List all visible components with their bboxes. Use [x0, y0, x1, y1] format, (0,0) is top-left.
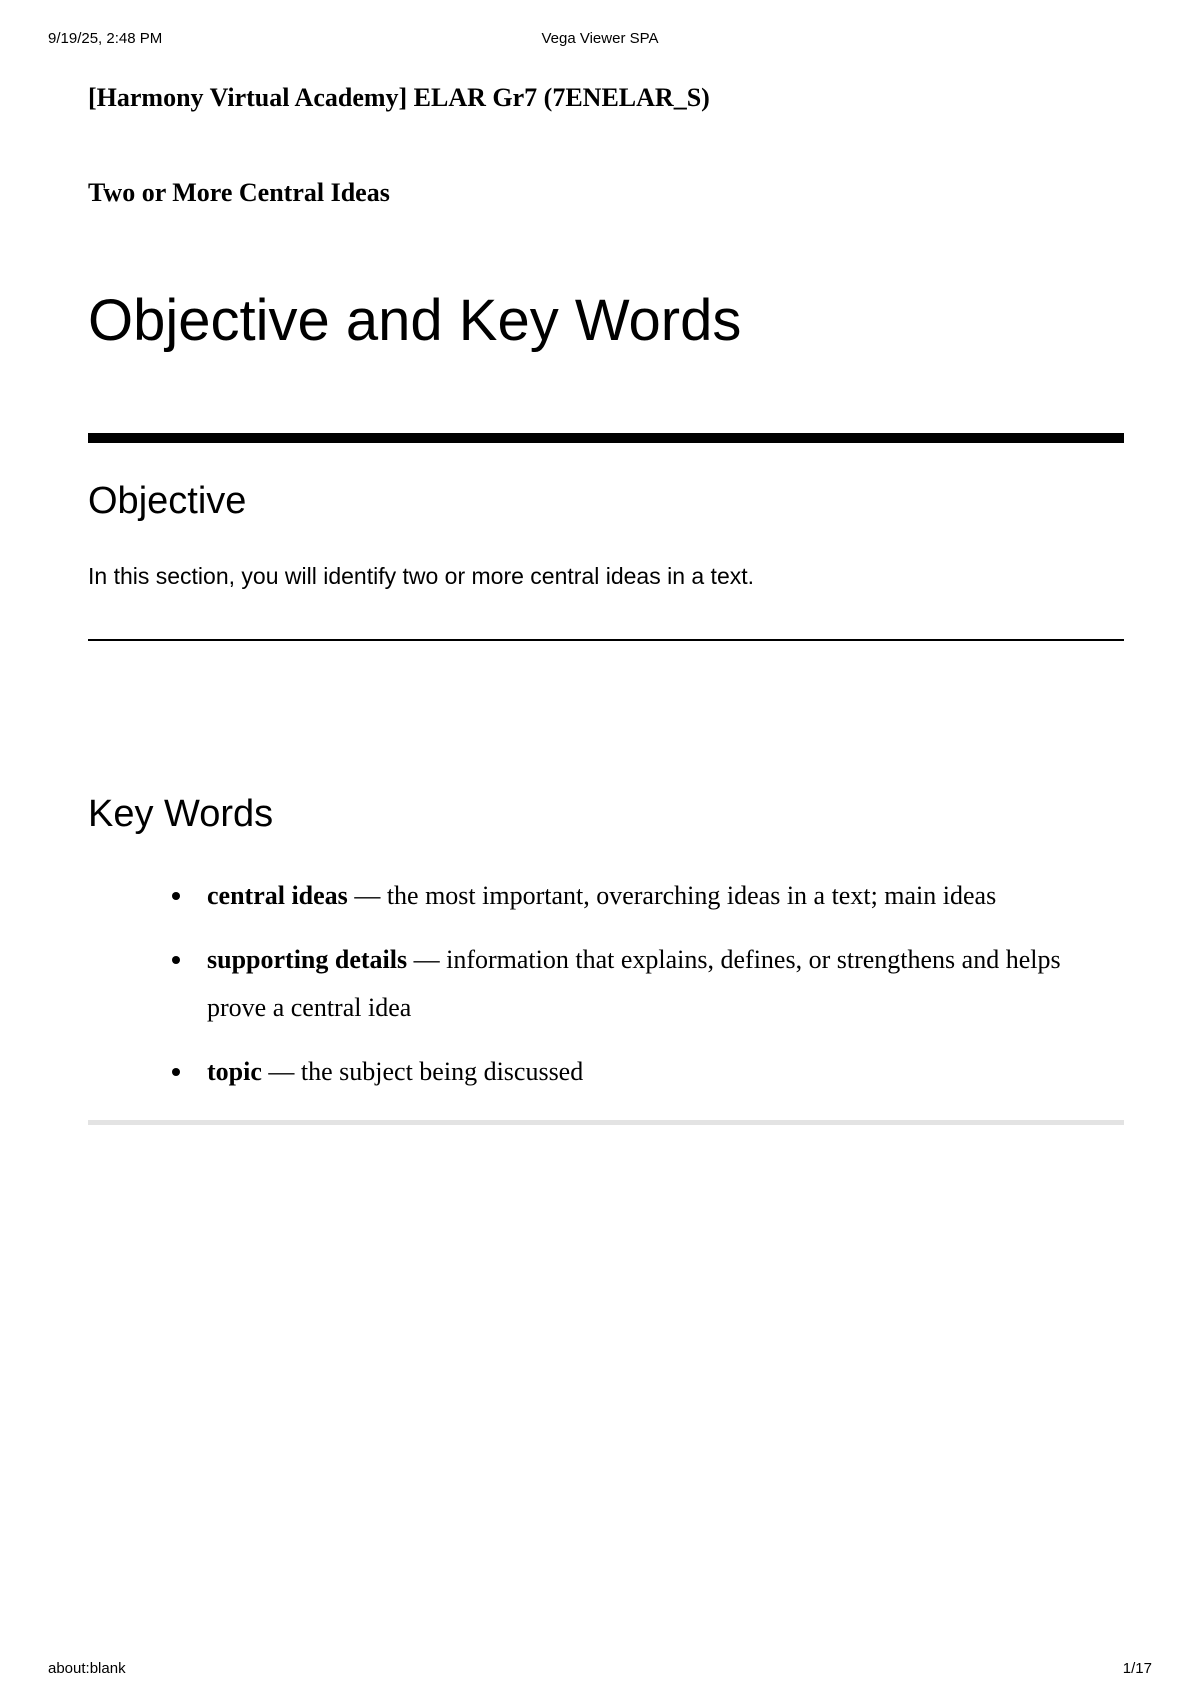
- lesson-title: Two or More Central Ideas: [88, 178, 390, 207]
- end-divider: [88, 1120, 1124, 1125]
- objective-heading: Objective: [88, 480, 247, 522]
- print-footer: [48, 1660, 1152, 1680]
- print-datetime: 9/19/25, 2:48 PM: [48, 30, 163, 47]
- print-page-number: 1/17: [1122, 1660, 1152, 1677]
- objective-text: In this section, you will identify two or more central ideas in a text.: [88, 563, 755, 589]
- key-word-term: supporting details: [207, 945, 408, 974]
- key-word-definition: — information that explains, defines, or strengthens and helps prove a central idea: [207, 945, 1061, 1022]
- key-words-list: [88, 872, 1124, 1112]
- page-heading: Objective and Key Words: [88, 288, 742, 353]
- print-url: about:blank: [48, 1660, 126, 1677]
- key-word-item: [88, 872, 1124, 920]
- key-words-heading: Key Words: [88, 793, 274, 835]
- course-title: [Harmony Virtual Academy] ELAR Gr7 (7ENELAR_S): [88, 83, 710, 112]
- print-page-title: Vega Viewer SPA: [541, 30, 659, 47]
- key-word-term: topic: [207, 1057, 262, 1086]
- key-word-term: central ideas: [207, 881, 348, 910]
- key-word-definition: — the most important, overarching ideas in a text; main ideas: [347, 881, 997, 910]
- bullet-icon: [172, 956, 180, 964]
- heading-divider: [88, 433, 1124, 443]
- print-header: [48, 30, 1152, 50]
- key-word-item: [88, 936, 1124, 1032]
- key-word-definition: — the subject being discussed: [261, 1057, 584, 1086]
- key-word-item: [88, 1048, 1124, 1096]
- section-divider: [88, 639, 1124, 641]
- bullet-icon: [172, 1068, 180, 1076]
- bullet-icon: [172, 892, 180, 900]
